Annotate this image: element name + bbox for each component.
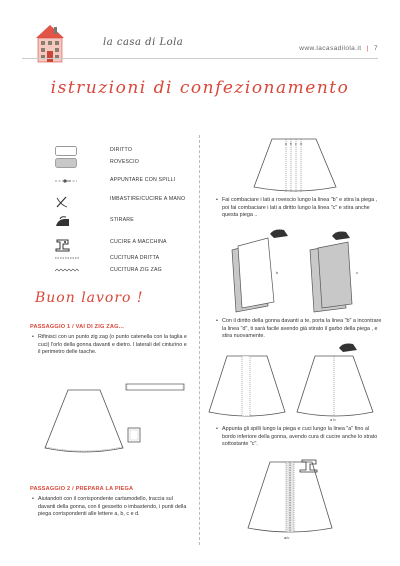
- legend-item-straight-stitch: CUCITURA DRITTA: [55, 252, 195, 268]
- fold-letter-a: a: [285, 142, 287, 146]
- fold-label-c: c: [356, 270, 358, 275]
- page-number: 7: [373, 45, 378, 52]
- fold-label-b: b: [276, 270, 279, 275]
- fold-letter-b: b: [290, 142, 292, 146]
- header-url[interactable]: www.lacasadilola.it | 7: [299, 45, 378, 52]
- right-side-swatch: [55, 146, 77, 156]
- step1-text: Rifinisci con un punto zig zag (o punto catenella con la taglia e cuci) l'orlo della gonna davanti e dietro. I laterali del cinturino e il perimetro delle tasche.: [38, 334, 187, 356]
- fold-letter-d: d: [300, 142, 302, 146]
- header-rule: [22, 58, 378, 59]
- skirt-fold-lines-figure: [250, 135, 340, 195]
- needle-icon: [55, 195, 69, 209]
- step2-text: Aiutandoti con il corrispondente cartamodello, traccia sul davanti della gonna, con il gessetto o imbastendo, i punti della piega corrispondenti alle lettere a, b, c e d.: [38, 496, 187, 518]
- stitched-pleat-figure: [240, 452, 380, 542]
- instruction2-block: • Con il diritto della gonna davanti a te, porta la linea "b" a incontrare la linea "d", ti sarà facile avendo già stirato il garbo della piega , e stira nuovamente.: [216, 318, 382, 340]
- fold-letter-c: c: [295, 142, 297, 146]
- step1-illustration: [28, 380, 193, 460]
- straight-stitch-line: [55, 254, 79, 262]
- instruction1-block: • Fai combaciare i lati a rovescio lungo la linea "b" e stira la piega , poi fai combaciare i lati a diritto lungo la linea "c" e stira anche questa piega ..: [216, 197, 378, 219]
- iron-icon: [55, 216, 71, 228]
- legend-item-iron: STIRARE: [55, 214, 195, 230]
- fold-label-ab: a b: [330, 417, 336, 422]
- fold-and-press-figure: [222, 228, 382, 316]
- instruction3-text: Appunta gli spilli lungo la piega e cuci lungo la linea "a" fino al bordo inferiore della gonna, avendo cura di cucire anche lo strato sottostante "c".: [222, 426, 378, 448]
- greeting: Buon lavoro !: [35, 290, 144, 306]
- legend-item-wrong-side: ROVESCIO: [55, 156, 195, 172]
- pins-icon: [55, 176, 79, 186]
- zigzag-stitch-line: [55, 266, 79, 274]
- instruction2-text: Con il diritto della gonna davanti a te, porta la linea "b" a incontrare la linea "d", ti sarà facile avendo già stirato il garbo della piega , e stira nuovamente.: [222, 318, 382, 340]
- legend-item-right-side: DIRITTO: [55, 144, 195, 160]
- step2-heading: PASSAGGIO 2 / PREPARA LA PIEGA: [30, 486, 134, 492]
- page-title: istruzioni di confezionamento: [50, 78, 350, 98]
- legend-item-sewing-machine: CUCIRE A MACCHINA: [55, 236, 195, 252]
- instruction3-block: • Appunta gli spilli lungo la piega e cuci lungo la linea "a" fino al bordo inferiore della gonna, avendo cura di cucire anche lo strato sottostante "c".: [216, 426, 378, 448]
- website-link[interactable]: www.lacasadilola.it: [299, 45, 362, 52]
- legend-item-pins: APPUNTARE CON SPILLI: [55, 174, 195, 190]
- house-logo: [32, 22, 68, 66]
- legend-item-needle: IMBASTIRE/CUCIRE A MANO: [55, 193, 195, 209]
- pleat-skirts-figure: [205, 342, 385, 422]
- column-divider: [199, 135, 200, 545]
- step1-text-block: • Rifinisci con un punto zig zag (o punto catenella con la taglia e cuci) l'orlo della gonna davanti e dietro. I laterali del cinturino e il perimetro delle tasche.: [32, 334, 187, 356]
- instruction1-text: Fai combaciare i lati a rovescio lungo la linea "b" e stira la piega , poi fai combaciare i lati a diritto lungo la linea "c" e stira anche questa piega ..: [222, 197, 378, 219]
- sewing-machine-icon: [55, 238, 71, 252]
- step1-heading: PASSAGGIO 1 / VAI DI ZIG ZAG...: [30, 324, 124, 330]
- legend-item-zigzag-stitch: CUCITURA ZIG ZAG: [55, 264, 195, 280]
- brand-name: la casa di Lola: [103, 37, 184, 48]
- wrong-side-swatch: [55, 158, 77, 168]
- step2-text-block: • Aiutandoti con il corrispondente cartamodello, traccia sul davanti della gonna, con il gessetto o imbastendo, i punti della piega corrispondenti alle lettere a, b, c e d.: [32, 496, 187, 518]
- fold-label-ac: a/c: [284, 535, 290, 540]
